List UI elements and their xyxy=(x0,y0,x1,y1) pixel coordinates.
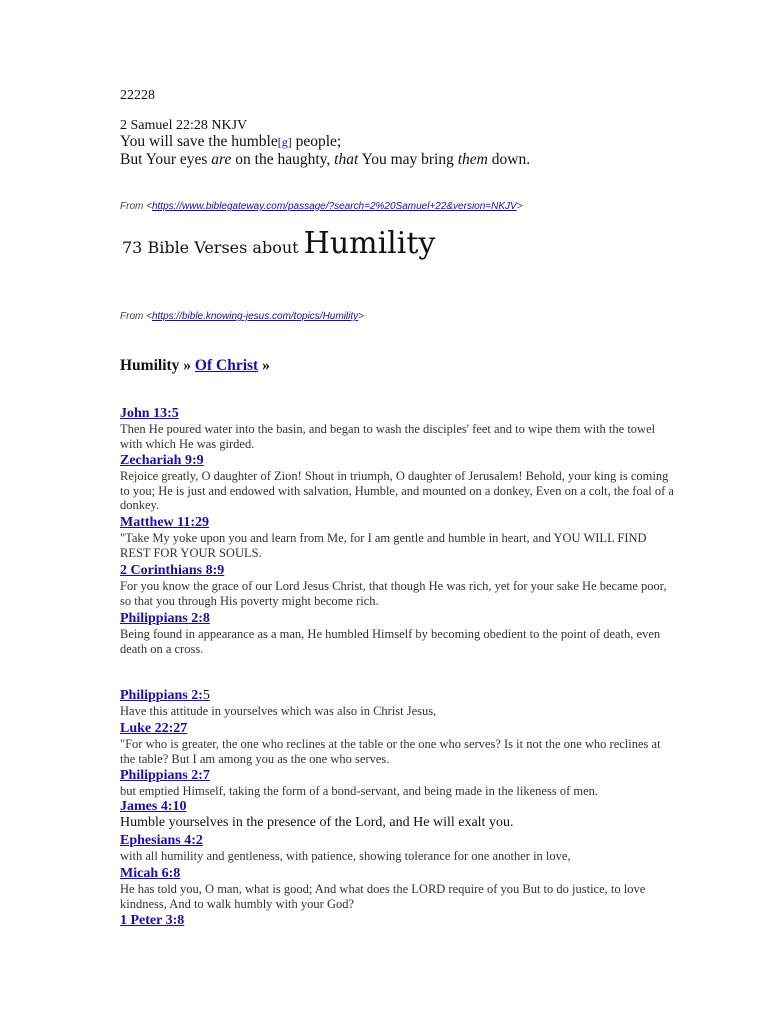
verse-entry-text: Rejoice greatly, O daughter of Zion! Shout in triumph, O daughter of Jerusalem! Behold, your king is coming to you; He is just and endowed with salvation, Humble, and mounted on a donkey, Even on a colt, the foal of a donkey. xyxy=(120,469,674,513)
verse-italic: them xyxy=(457,151,488,168)
verse-entry xyxy=(120,721,675,766)
verse-entry xyxy=(120,611,675,656)
title-main: Humility xyxy=(303,226,436,261)
verse-entry-text: He has told you, O man, what is good; And what does the LORD require of you But to do justice, to love kindness, And to walk humbly with your God? xyxy=(120,882,646,911)
verse-italic: that xyxy=(334,151,359,168)
verse-ref-link[interactable]: Zechariah 9:9 xyxy=(120,453,204,468)
verse-entry-text: Humble yourselves in the presence of the Lord, and He will exalt you. xyxy=(120,815,514,830)
topic-trail: » xyxy=(258,357,270,374)
source-prefix: From < xyxy=(120,311,152,322)
verse-entry xyxy=(120,768,675,799)
verse-ref-link[interactable]: Matthew 11:29 xyxy=(120,515,210,530)
topic-breadcrumb xyxy=(120,357,270,375)
verse-text: people; xyxy=(291,133,342,150)
verse-ref-link[interactable]: 2 Corinthians 8:9 xyxy=(120,563,225,578)
verse-line-2 xyxy=(120,151,530,169)
document-id: 22228 xyxy=(120,88,155,103)
source-prefix: From < xyxy=(120,201,152,212)
verse-entry xyxy=(120,913,675,929)
verse-entry-text: For you know the grace of our Lord Jesus Christ, that though He was rich, yet for your sake He became poor, so that you through His poverty might become rich. xyxy=(120,579,667,608)
verse-ref-text: Philippians 2: xyxy=(120,688,203,703)
verse-entry xyxy=(120,866,675,911)
verse-entry xyxy=(120,563,675,608)
verse-italic: are xyxy=(211,151,232,168)
verse-entry-text: Have this attitude in yourselves which was also in Christ Jesus, xyxy=(120,704,437,718)
verse-ref-link[interactable]: Ephesians 4:2 xyxy=(120,833,203,848)
verse-entry-text: Then He poured water into the basin, and began to wash the disciples' feet and to wipe them with the towel with which He was girded. xyxy=(120,422,656,451)
verse-text: down. xyxy=(487,151,531,168)
source-suffix: > xyxy=(358,311,364,322)
verse-ref-link[interactable]: Luke 22:27 xyxy=(120,721,188,736)
page-title xyxy=(122,226,435,261)
verse-ref-link[interactable]: 1 Peter 3:8 xyxy=(120,913,185,928)
verse-text: You may bring xyxy=(358,151,458,168)
verse-entry-text: Being found in appearance as a man, He humbled Himself by becoming obedient to the point of death, even death on a cross. xyxy=(120,627,661,656)
source-link-knowing-jesus[interactable]: https://bible.knowing-jesus.com/topics/Humility xyxy=(151,311,359,322)
topic-lead: Humility » xyxy=(120,357,195,374)
verse-text: But Your eyes xyxy=(120,151,212,168)
verse-ref-tail: 5 xyxy=(202,688,210,703)
verse-ref-link[interactable]: Philippians 2:7 xyxy=(120,768,210,783)
verse-entry-text: "For who is greater, the one who reclines at the table or the one who serves? Is it not the one who reclines at the table? But I am among you as the one who serves. xyxy=(120,737,661,766)
verse-entry xyxy=(120,833,675,864)
verse-entry xyxy=(120,799,675,831)
footnote-link[interactable]: [g] xyxy=(277,135,292,149)
verse-entry-text: "Take My yoke upon you and learn from Me, for I am gentle and humble in heart, and YOU WILL FIND REST FOR YOUR SOULS. xyxy=(120,531,647,560)
source-note-2 xyxy=(120,311,364,322)
verse-ref-link[interactable]: James 4:10 xyxy=(120,799,187,814)
title-prefix: 73 Bible Verses about xyxy=(122,238,304,257)
topic-link-of-christ[interactable]: Of Christ xyxy=(194,357,259,374)
source-note-1 xyxy=(120,201,523,212)
verse-ref-link[interactable] xyxy=(120,688,675,704)
verse-ref-link[interactable]: Philippians 2:8 xyxy=(120,611,210,626)
verse-entry xyxy=(120,406,675,451)
verse-text: on the haughty, xyxy=(231,151,335,168)
source-suffix: > xyxy=(516,201,523,212)
verse-ref-link[interactable]: John 13:5 xyxy=(120,406,179,421)
verse-text: You will save the humble xyxy=(120,133,278,150)
verse-entry-text: but emptied Himself, taking the form of a bond-servant, and being made in the likeness of men. xyxy=(120,784,599,798)
verse-entry xyxy=(120,688,675,719)
verse-entry-text: with all humility and gentleness, with patience, showing tolerance for one another in love, xyxy=(120,849,571,863)
scripture-reference: 2 Samuel 22:28 NKJV xyxy=(120,118,248,133)
verse-entry xyxy=(120,453,675,513)
source-link-biblegateway[interactable]: https://www.biblegateway.com/passage/?search=2%20Samuel+22&version=NKJV xyxy=(151,201,517,212)
verse-line-1 xyxy=(120,133,341,151)
verse-ref-link[interactable]: Micah 6:8 xyxy=(120,866,181,881)
verse-entry xyxy=(120,515,675,560)
